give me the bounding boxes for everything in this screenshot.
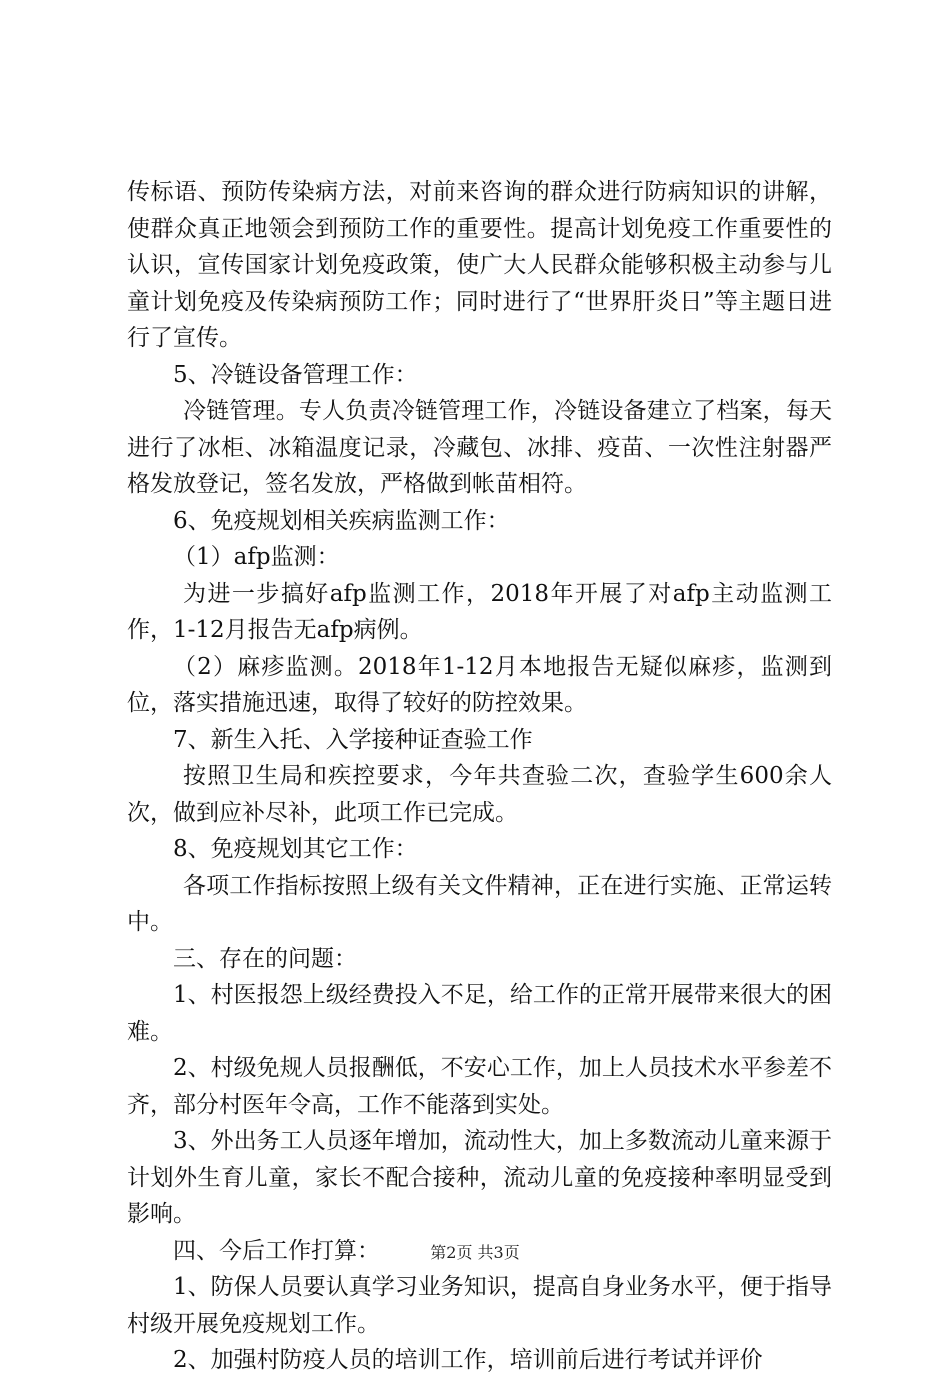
heading-cold-chain: 5、冷链设备管理工作： <box>173 361 418 388</box>
heading-other-work: 8、免疫规划其它工作： <box>173 836 418 862</box>
page-number-footer: 第2页 共3页 <box>430 1243 520 1262</box>
paragraph-problem-3: 3、外出务工人员逐年增加，流动性大，加上多数流动儿童来源于计划外生育儿童，家长不配合接种，流动儿童的免疫接种率明显受到影响。 <box>127 1128 832 1227</box>
paragraph-plan-2: 2、加强村防疫人员的培训工作，培训前后进行考试并评价 <box>173 1347 763 1373</box>
subheading-afp: （1）afp监测： <box>173 544 340 570</box>
paragraph-problem-1: 1、村医报怨上级经费投入不足，给工作的正常开展带来很大的困难。 <box>127 982 832 1045</box>
paragraph-continuation: 传标语、预防传染病方法，对前来咨询的群众进行防病知识的讲解，使群众真正地领会到预防工作的重要性。提高计划免疫工作重要性的认识，宣传国家计划免疫政策，使广大人民群众能够积极主动参与儿童计划免疫及传染病预防工作；同时进行了“世界肝炎日”等主题日进行了宣传。 <box>127 179 832 351</box>
paragraph-enrollment-check: 按照卫生局和疾控要求，今年共查验二次，查验学生600余人次，做到应补尽补，此项工作已完成。 <box>127 763 832 826</box>
heading-enrollment-check: 7、新生入托、入学接种证查验工作 <box>173 726 533 753</box>
paragraph-problem-2: 2、村级免规人员报酬低，不安心工作，加上人员技术水平参差不齐，部分村医年令高，工作不能落到实处。 <box>127 1055 832 1118</box>
paragraph-plan-1: 1、防保人员要认真学习业务知识，提高自身业务水平，便于指导村级开展免疫规划工作。 <box>127 1274 832 1337</box>
paragraph-afp: 为进一步搞好afp监测工作，2018年开展了对afp主动监测工作，1-12月报告无afp病例。 <box>127 580 832 643</box>
document-body <box>127 174 832 1379</box>
heading-disease-monitoring: 6、免疫规划相关疾病监测工作： <box>173 507 510 534</box>
paragraph-measles: （2）麻疹监测。2018年1-12月本地报告无疑似麻疹，监测到位，落实措施迅速，取得了较好的防控效果。 <box>127 653 832 716</box>
heading-problems: 三、存在的问题： <box>173 945 357 972</box>
paragraph-cold-chain: 冷链管理。专人负责冷链管理工作，冷链设备建立了档案，每天进行了冰柜、冰箱温度记录，冷藏包、冰排、疫苗、一次性注射器严格发放登记，签名发放，严格做到帐苗相符。 <box>127 398 832 497</box>
paragraph-other-work: 各项工作指标按照上级有关文件精神，正在进行实施、正常运转中。 <box>127 872 832 935</box>
heading-future-plans: 四、今后工作打算： <box>173 1237 380 1264</box>
